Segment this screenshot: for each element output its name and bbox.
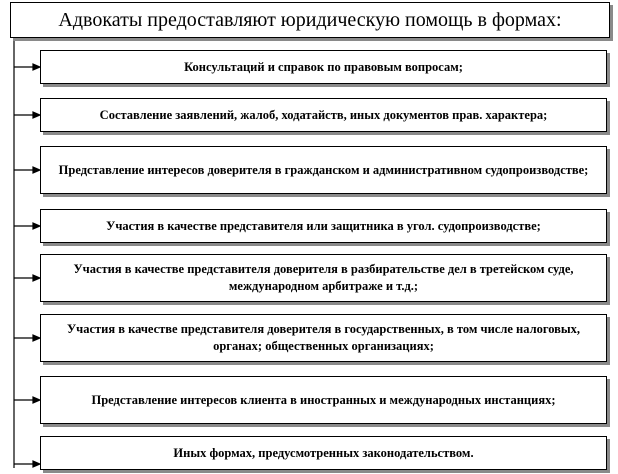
item-text: Участия в качестве представителя доверителя в государственных, в том числе налоговых, органах; общественных организациях; — [66, 322, 581, 353]
item-box-criminal-proceedings — [40, 209, 607, 243]
item-text: Иных формах, предусмотренных законодательством. — [173, 445, 474, 460]
item-box-civil-proceedings — [40, 146, 607, 194]
item-box-arbitration — [40, 254, 607, 302]
title-box — [10, 2, 610, 38]
title-text: Адвокаты предоставляют юридическую помощь в формах: — [58, 8, 562, 31]
item-text: Участия в качестве представителя или защитника в угол. судопроизводстве; — [106, 218, 541, 233]
item-text: Консультаций и справок по правовым вопросам; — [184, 59, 463, 74]
item-text: Составление заявлений, жалоб, ходатайств, иных документов прав. характера; — [99, 107, 548, 122]
branch-arrows — [14, 64, 40, 467]
item-text: Представление интересов доверителя в гражданском и административном судопроизводстве; — [58, 162, 589, 177]
item-box-other-forms — [40, 436, 607, 470]
item-box-international — [40, 376, 607, 424]
item-box-consultations — [40, 50, 607, 84]
item-box-state-bodies — [40, 314, 607, 362]
item-text: Представление интересов клиента в иностранных и международных инстанциях; — [91, 392, 556, 407]
item-box-documents — [40, 98, 607, 132]
item-text: Участия в качестве представителя доверителя в разбирательстве дел в третейском суде, международном арбитраже и т.д.; — [73, 262, 574, 293]
